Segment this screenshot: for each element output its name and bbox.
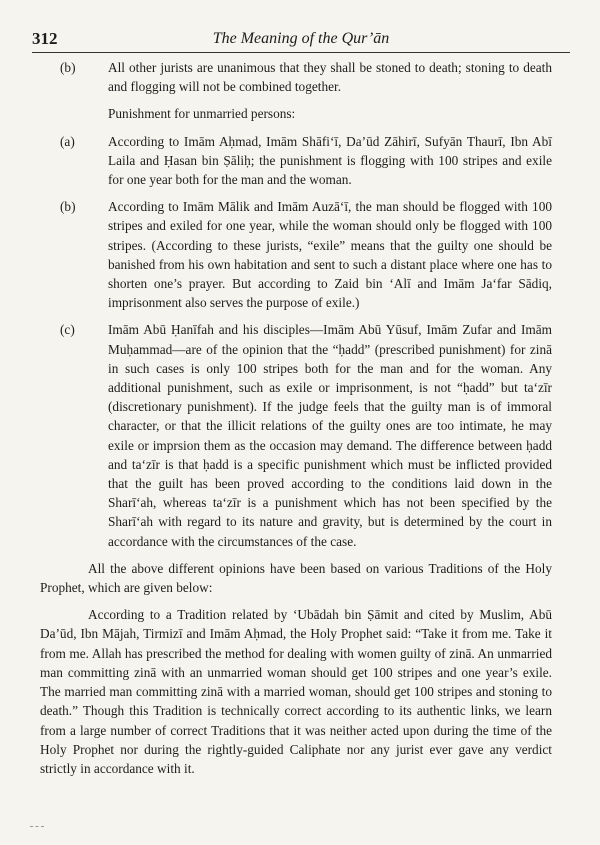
item-text: Imām Abū Ḥanīfah and his disciples—Imām Abū Yūsuf, Imām Zufar and Imām Muḥammad—are of the opinion that the “ḥadd” (prescribed punishment) for zinā in such cases is only 100 stripes both for the man and for the woman. Any additional punishment, such as exile or imprisonment, is not “ḥadd” but ta‘zīr (discretionary punishment). If the judge feels that the guilty man is of immoral character, or that the illicit relations of the guilty ones are too intimate, he may exile or imprsion them as the occasion may demand. The difference between ḥadd and ta‘zīr is that ḥadd is a specific punishment which must be inflicted provided that the guilt has been proved according to the conditions laid down in the Sharī‘ah, whereas ta‘zīr is a punishment which has not been specified by the Sharī‘ah with regard to its nature and gravity, but is determined by the court in accordance with the circumstances of the case. xyxy=(108,322,552,549)
section-heading: Punishment for unmarried persons: xyxy=(108,106,296,122)
item-label: (c) xyxy=(60,322,75,338)
running-header xyxy=(32,30,570,53)
list-item xyxy=(60,320,552,550)
item-label: (a) xyxy=(60,133,75,149)
body-paragraph: All the above different opinions have been based on various Traditions of the Holy Prophet, which are given below: xyxy=(40,560,552,596)
page-number: 312 xyxy=(32,29,58,48)
page-body xyxy=(40,58,552,786)
list-item xyxy=(60,132,552,190)
item-text: According to Imām Aḥmad, Imām Shāfi‘ī, Da’ūd Zāhirī, Sufyān Thaurī, Ibn Abī Laila and Ḥasan bin Ṣāliḥ; the punishment is flogging with 100 stripes and exile for one year both for the man and the woman. xyxy=(108,133,552,188)
item-text: All other jurists are unanimous that they shall be stoned to death; stoning to death and flogging will not be combined together. xyxy=(108,60,552,95)
list-item xyxy=(60,58,552,96)
item-text: According to Imām Mālik and Imām Auzā‘ī, the man should be flogged with 100 stripes and exiled for one year, while the woman should only be flogged with 100 stripes. (According to these jurists, “exile” means that the guilty one should be banished from his own habitation and sent to such a distant place where one has to shorten one’s prayer. But according to Zaid bin ‘Alī and Imām Ja‘far Sādiq, imprisonment also serves the purpose of exile.) xyxy=(108,199,552,311)
page-edge-mark xyxy=(30,826,44,827)
item-label: (b) xyxy=(60,60,76,75)
running-title: The Meaning of the Qur’ān xyxy=(212,30,390,47)
item-label: (b) xyxy=(60,199,76,215)
body-paragraph: According to a Tradition related by ‘Ubādah bin Ṣāmit and cited by Muslim, Abū Da’ūd, Ibn Mājah, Tirmizī and Imām Aḥmad, the Holy Prophet said: “Take it from me. Take it from me. Allah has prescribed the method for dealing with women guilty of zinā. An unmarried man committing zinā with an unmarried woman should get 100 stripes and one year’s exile. The married man committing zinā with a married woman, should get 100 stripes and stoning to death.” Though this Tradition is technically correct according to its authentic links, we learn from a large number of correct Traditions that it was neither acted upon during the time of the Holy Prophet nor during the rightly-guided Caliphate nor any jurist ever gave any verdict strictly in accordance with it. xyxy=(40,607,552,776)
list-item xyxy=(60,197,552,312)
